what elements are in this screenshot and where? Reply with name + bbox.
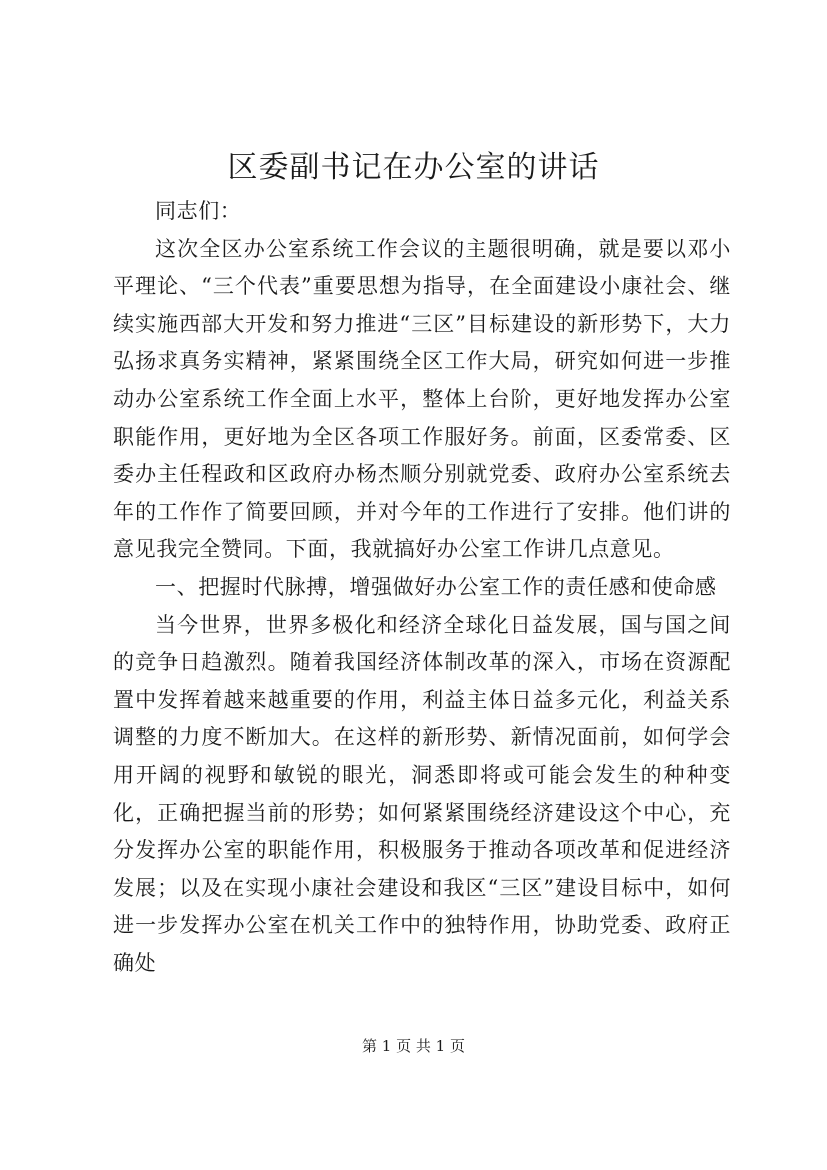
body-paragraph: 这次全区办公室系统工作会议的主题很明确，就是要以邓小平理论、“三个代表”重要思想为指导，在全面建设小康社会、继续实施西部大开发和努力推进“三区”目标建设的新形势下，大力弘扬求真务实精神，紧紧围绕全区工作大局，研究如何进一步推动办公室系统工作全面上水平，整体上台阶，更好地发挥办公室职能作用，更好地为全区各项工作服好务。前面，区委常委、区委办主任程政和区政府办杨杰顺分别就党委、政府办公室系统去年的工作作了简要回顾，并对今年的工作进行了安排。他们讲的意见我完全赞同。下面，我就搞好办公室工作讲几点意见。 bbox=[113, 236, 731, 562]
page-number: 第 1 页 共 1 页 bbox=[362, 1037, 465, 1055]
document-body bbox=[113, 193, 731, 982]
section-heading: 一、把握时代脉搏，增强做好办公室工作的责任感和使命感 bbox=[155, 574, 717, 599]
body-paragraph: 当今世界，世界多极化和经济全球化日益发展，国与国之间的竞争日趋激烈。随着我国经济体制改革的深入，市场在资源配置中发挥着越来越重要的作用，利益主体日益多元化，利益关系调整的力度不断加大。在这样的新形势、新情况面前，如何学会用开阔的视野和敏锐的眼光，洞悉即将或可能会发生的种种变化，正确把握当前的形势；如何紧紧围绕经济建设这个中心，充分发挥办公室的职能作用，积极服务于推动各项改革和促进经济发展；以及在实现小康社会建设和我区“三区”建设目标中，如何进一步发挥办公室在机关工作中的独特作用，协助党委、政府正确处 bbox=[113, 612, 731, 975]
salutation: 同志们： bbox=[155, 199, 242, 223]
document-title: 区委副书记在办公室的讲话 bbox=[227, 150, 600, 185]
